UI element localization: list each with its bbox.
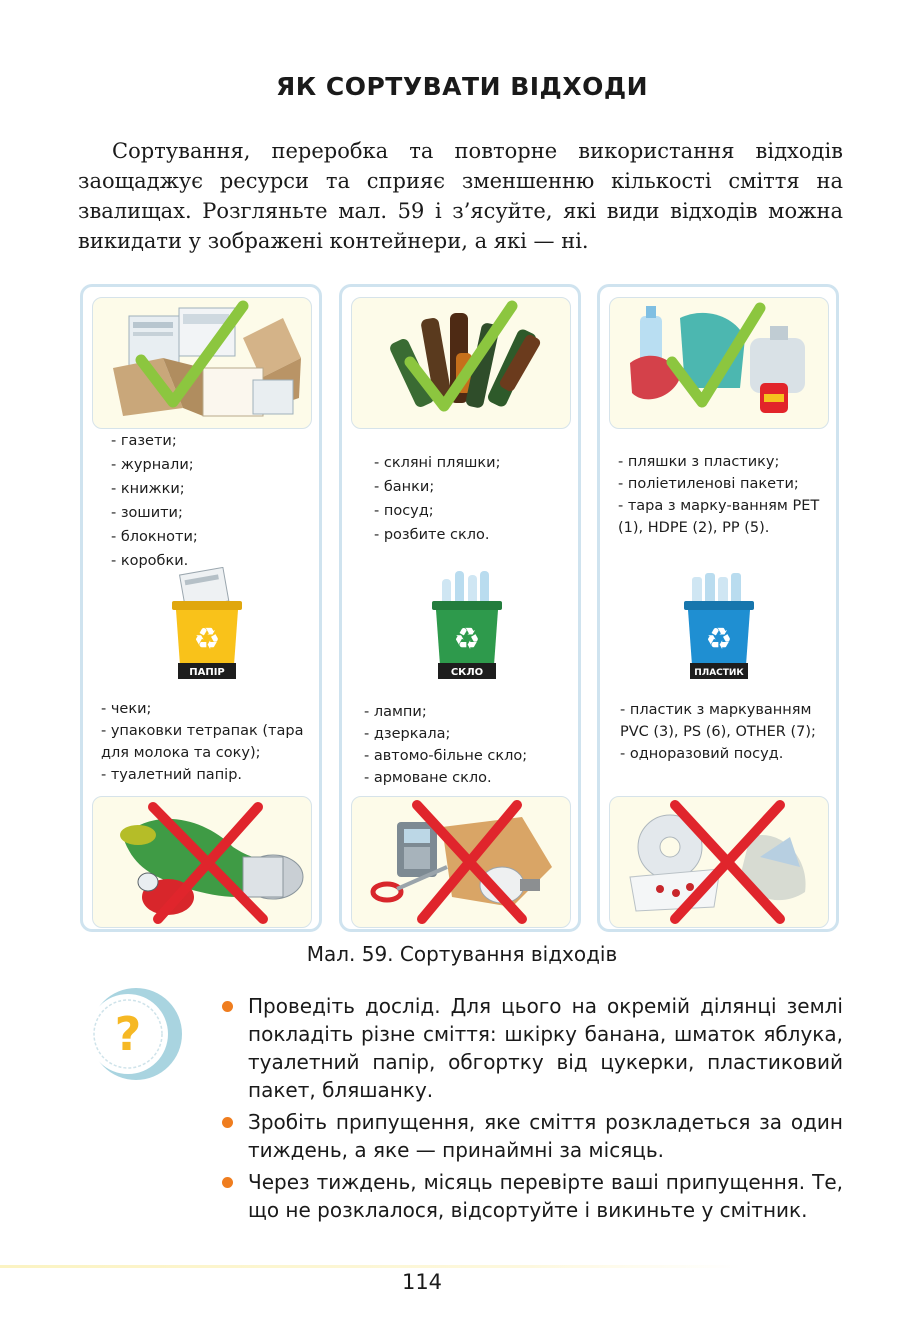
list-item: - посуд; xyxy=(374,503,434,519)
list-item: - книжки; xyxy=(111,481,185,497)
list-item: - пляшки з пластику; xyxy=(618,454,780,470)
glass-forbidden-list xyxy=(364,701,574,789)
paper-allowed-illustration xyxy=(92,297,312,429)
bin-label: ПЛАСТИК xyxy=(694,668,744,678)
plastic-column xyxy=(597,284,839,932)
glass-allowed-illustration xyxy=(351,297,571,429)
list-item: - упаковки тетрапак (тара xyxy=(101,723,304,739)
page-title: ЯК СОРТУВАТИ ВІДХОДИ xyxy=(275,72,649,101)
list-item: - лампи; xyxy=(364,704,427,720)
paper-column xyxy=(80,284,322,932)
svg-text:?: ? xyxy=(114,1007,142,1061)
glass-bin xyxy=(428,567,508,687)
question-icon xyxy=(86,984,186,1084)
bin-label: СКЛО xyxy=(450,667,484,678)
paper-allowed-list xyxy=(111,429,198,573)
list-item: - скляні пляшки; xyxy=(374,455,501,471)
plastic-forbidden-list xyxy=(620,699,838,765)
list-item: - дзеркала; xyxy=(364,726,451,742)
intro-paragraph: Сортування, переробка та повторне використання відходів заощаджує ресурси та сприяє зменшенню кількості сміття на звалищах. Розгляньте мал. 59 і з’ясуйте, які види відходів можна викидати у зображені контейнери, а які — ні. xyxy=(78,139,843,253)
list-item: - поліетиленові пакети; xyxy=(618,476,799,492)
footer-divider xyxy=(0,1265,740,1268)
glass-column xyxy=(339,284,581,932)
bullet-icon xyxy=(222,1117,233,1128)
recycle-icon: ♻ xyxy=(193,622,221,657)
list-item: - журнали; xyxy=(111,457,194,473)
plastic-bin xyxy=(680,567,760,687)
list-item: - розбите скло. xyxy=(374,527,490,543)
task-list xyxy=(220,992,843,1228)
list-item: (1), HDPE (2), PP (5). xyxy=(618,520,770,536)
task-item: Через тиждень, місяць перевірте ваші припущення. Те, що не розклалося, відсортуйте і викиньте у смітник. xyxy=(220,1168,843,1224)
bin-label: ПАПІР xyxy=(189,667,225,678)
list-item: - туалетний папір. xyxy=(101,767,243,783)
list-item: - банки; xyxy=(374,479,435,495)
figure-caption: Мал. 59. Сортування відходів xyxy=(306,942,618,966)
paper-forbidden-list xyxy=(101,698,316,786)
task-item: Зробіть припущення, яке сміття розкладеться за один тиждень, а яке — принаймні за місяць. xyxy=(220,1108,843,1164)
list-item: - коробки. xyxy=(111,553,189,569)
list-item: PVC (3), PS (6), OTHER (7); xyxy=(620,724,816,740)
plastic-forbidden-illustration xyxy=(609,796,829,928)
plastic-allowed-list xyxy=(618,451,836,539)
list-item: - газети; xyxy=(111,433,177,449)
list-item: - пластик з маркуванням xyxy=(620,702,812,718)
page-number: 114 xyxy=(401,1270,443,1294)
recycle-icon: ♻ xyxy=(453,622,481,657)
list-item: - одноразовий посуд. xyxy=(620,746,784,762)
list-item: - блокноти; xyxy=(111,529,198,545)
plastic-allowed-illustration xyxy=(609,297,829,429)
list-item: для молока та соку); xyxy=(101,745,261,761)
list-item: - зошити; xyxy=(111,505,183,521)
paper-bin xyxy=(168,567,248,687)
list-item: - тара з марку-ванням PET xyxy=(618,498,820,514)
list-item: - автомо-більне скло; xyxy=(364,748,528,764)
bullet-icon xyxy=(222,1177,233,1188)
bullet-icon xyxy=(222,1001,233,1012)
glass-forbidden-illustration xyxy=(351,796,571,928)
task-item: Проведіть дослід. Для цього на окремій ділянці землі покладіть різне сміття: шкірку банана, шматок яблука, туалетний папір, обгортку від цукерки, пластиковий пакет, бляшанку. xyxy=(220,992,843,1104)
list-item: - армоване скло. xyxy=(364,770,492,786)
glass-allowed-list xyxy=(374,451,501,547)
paper-forbidden-illustration xyxy=(92,796,312,928)
list-item: - чеки; xyxy=(101,701,152,717)
recycle-icon: ♻ xyxy=(705,622,733,657)
